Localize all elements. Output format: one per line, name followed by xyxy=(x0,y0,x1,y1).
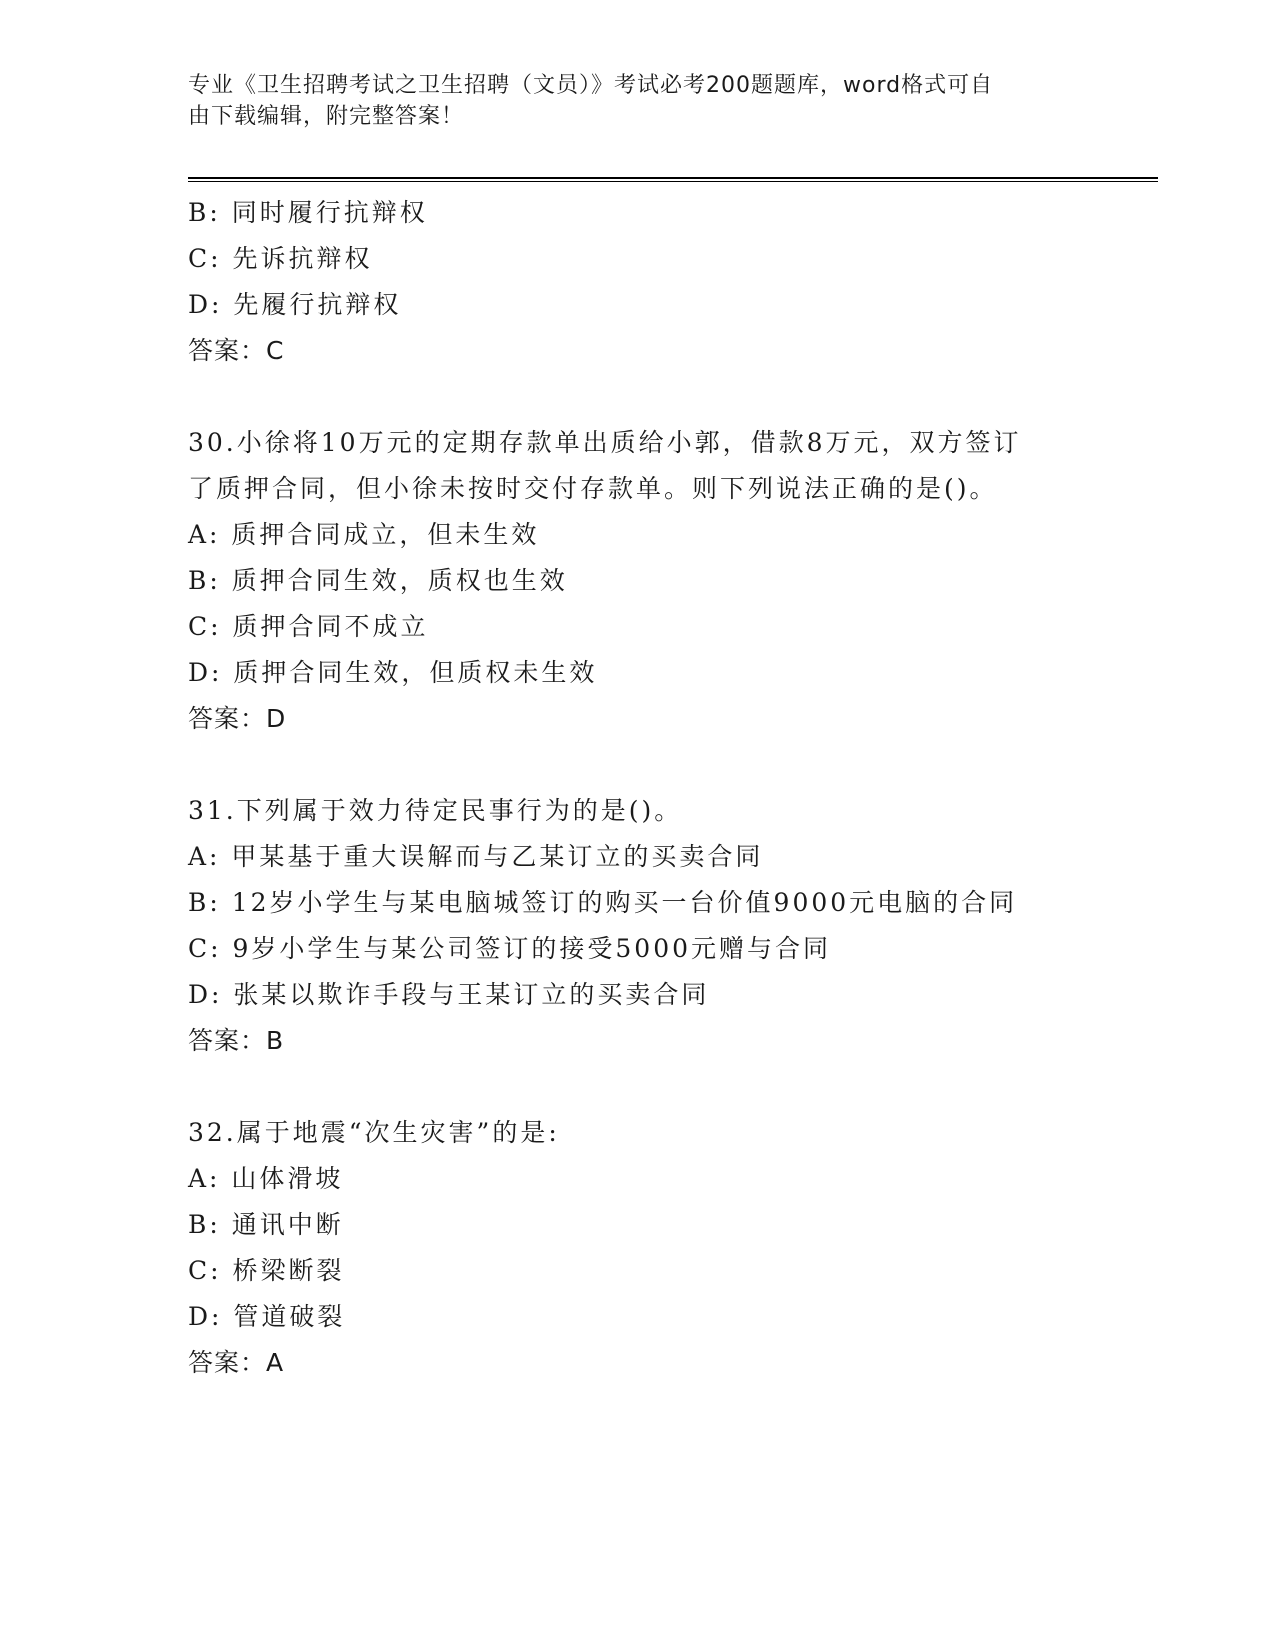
question-stem-line-2: 了质押合同，但小徐未按时交付存款单。则下列说法正确的是()。 xyxy=(188,474,998,503)
spacer xyxy=(188,1064,1148,1110)
header-title-line-1: 专业《卫生招聘考试之卫生招聘（文员）》考试必考200题题库，word格式可自 xyxy=(188,73,994,98)
question-stem: 31.下列属于效力待定民事行为的是()。 xyxy=(188,796,683,825)
question-32 xyxy=(188,1110,1148,1386)
option-b: B: 质押合同生效，质权也生效 xyxy=(188,566,568,595)
question-31 xyxy=(188,788,1148,1064)
option-a: A: 甲某基于重大误解而与乙某订立的买卖合同 xyxy=(188,842,764,871)
option-d: D: 张某以欺诈手段与王某订立的买卖合同 xyxy=(188,980,710,1009)
answer-line: 答案：D xyxy=(188,704,287,733)
answer-line: 答案：C xyxy=(188,336,285,365)
option-d: D: 质押合同生效，但质权未生效 xyxy=(188,658,598,687)
option-b: B: 12岁小学生与某电脑城签订的购买一台价值9000元电脑的合同 xyxy=(188,888,1018,917)
option-a: A: 山体滑坡 xyxy=(188,1164,344,1193)
option-c: C: 桥梁断裂 xyxy=(188,1256,345,1285)
answer-line: 答案：B xyxy=(188,1026,285,1055)
option-b: B: 同时履行抗辩权 xyxy=(188,198,428,227)
option-c: C: 9岁小学生与某公司签订的接受5000元赠与合同 xyxy=(188,934,832,963)
spacer xyxy=(188,374,1148,420)
option-d: D: 先履行抗辩权 xyxy=(188,290,402,319)
option-d: D: 管道破裂 xyxy=(188,1302,346,1331)
question-29-continued xyxy=(188,190,1148,374)
header-divider xyxy=(188,177,1158,182)
question-30 xyxy=(188,420,1148,742)
option-a: A: 质押合同成立，但未生效 xyxy=(188,520,540,549)
question-stem: 32.属于地震“次生灾害”的是: xyxy=(188,1118,560,1147)
option-b: B: 通讯中断 xyxy=(188,1210,344,1239)
spacer xyxy=(188,742,1148,788)
question-stem-line-1: 30.小徐将10万元的定期存款单出质给小郭，借款8万元，双方签订 xyxy=(188,428,1022,457)
option-c: C: 先诉抗辩权 xyxy=(188,244,373,273)
header-title-line-2: 由下载编辑，附完整答案！ xyxy=(188,104,465,129)
option-c: C: 质押合同不成立 xyxy=(188,612,429,641)
answer-line: 答案：A xyxy=(188,1348,285,1377)
document-header xyxy=(188,70,1068,132)
question-list xyxy=(188,190,1148,1386)
